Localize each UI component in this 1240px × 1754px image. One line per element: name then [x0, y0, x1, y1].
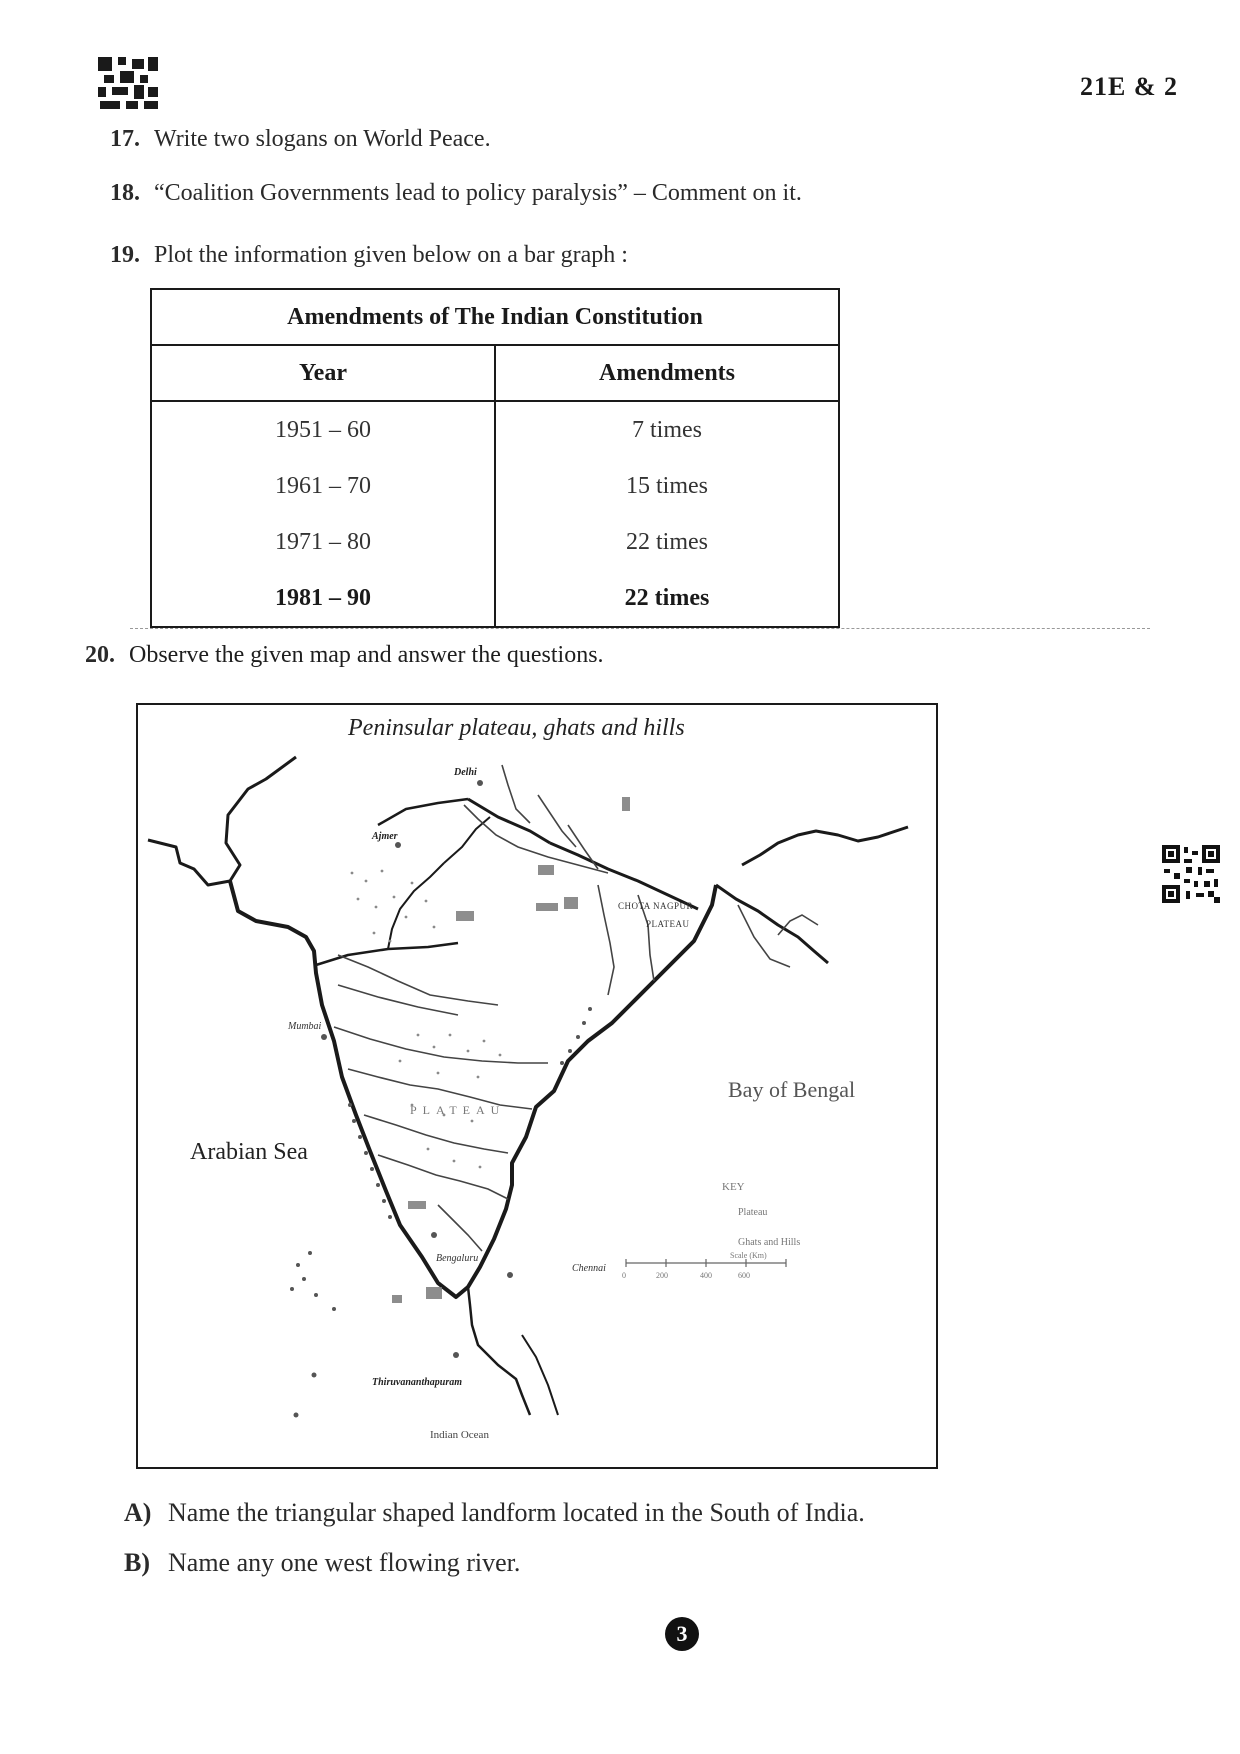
legend-item-ghats-hills: Ghats and Hills [738, 1237, 801, 1248]
amendments-cell: 15 times [626, 472, 708, 499]
question-number: 19. [110, 242, 140, 268]
question-17 [110, 126, 491, 153]
question-20 [85, 642, 604, 669]
scale-tick-200: 200 [656, 1271, 668, 1280]
label-chota-nagpur-plateau: PLATEAU [646, 919, 690, 929]
label-chennai: Chennai [572, 1263, 606, 1274]
subquestion-b [124, 1548, 520, 1578]
question-number: 20. [85, 642, 115, 668]
label-chota-nagpur: CHOTA NAGPUR [618, 901, 694, 911]
legend-item-plateau: Plateau [738, 1207, 768, 1218]
column-header-amendments: Amendments [495, 345, 839, 401]
label-mumbai: Mumbai [288, 1021, 322, 1032]
legend-title: KEY [722, 1181, 745, 1193]
question-text: “Coalition Governments lead to policy paralysis” – Comment on it. [154, 180, 802, 206]
subquestion-label: B) [124, 1548, 150, 1577]
qr-code-icon [1162, 845, 1220, 903]
subquestion-text: Name the triangular shaped landform located in the South of India. [168, 1498, 865, 1527]
label-thiruvananthapuram: Thiruvananthapuram [372, 1377, 463, 1388]
india-physical-map [136, 703, 938, 1469]
scale-title: Scale (Km) [730, 1251, 767, 1260]
label-indian-ocean: Indian Ocean [430, 1429, 489, 1441]
question-text: Observe the given map and answer the questions. [129, 642, 604, 668]
scale-tick-0: 0 [622, 1271, 626, 1280]
question-text: Plot the information given below on a bar graph : [154, 242, 628, 268]
question-18 [110, 180, 802, 207]
label-deccan-plateau: PLATEAU [410, 1103, 506, 1117]
paper-code: 21E & 2 [1080, 72, 1178, 101]
section-divider [130, 628, 1150, 629]
amendments-cell: 22 times [626, 528, 708, 555]
label-arabian-sea: Arabian Sea [190, 1139, 308, 1165]
table-row [151, 458, 839, 514]
question-number: 18. [110, 180, 140, 206]
year-cell: 1971 – 80 [151, 514, 495, 570]
page-number: 3 [665, 1617, 699, 1651]
barcode-icon [98, 57, 158, 109]
map-title: Peninsular plateau, ghats and hills [348, 715, 685, 741]
amendments-cell: 7 times [632, 416, 702, 443]
label-bengaluru: Bengaluru [436, 1253, 479, 1264]
label-delhi: Delhi [454, 767, 477, 778]
question-text: Write two slogans on World Peace. [154, 126, 491, 152]
amendments-cell: 22 times [624, 584, 710, 611]
question-19 [110, 242, 628, 269]
subquestion-label: A) [124, 1498, 152, 1527]
subquestion-text: Name any one west flowing river. [168, 1548, 521, 1577]
question-number: 17. [110, 126, 140, 152]
amendments-table [150, 288, 840, 628]
subquestion-a [124, 1498, 865, 1528]
year-cell: 1981 – 90 [151, 570, 495, 627]
scale-tick-400: 400 [700, 1271, 712, 1280]
year-cell: 1951 – 60 [151, 401, 495, 458]
year-cell: 1961 – 70 [151, 458, 495, 514]
scale-tick-600: 600 [738, 1271, 750, 1280]
label-ajmer: Ajmer [372, 831, 398, 842]
table-row [151, 514, 839, 570]
column-header-year: Year [151, 345, 495, 401]
table-row [151, 570, 839, 627]
table-row [151, 401, 839, 458]
label-bay-of-bengal: Bay of Bengal [728, 1077, 856, 1102]
table-caption: Amendments of The Indian Constitution [151, 289, 839, 345]
